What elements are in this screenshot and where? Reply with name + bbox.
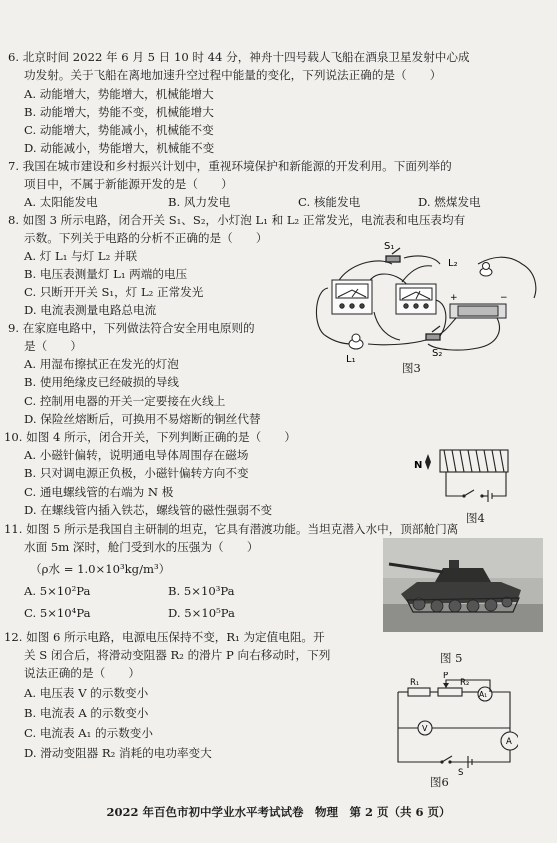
q6-option-c: C. 动能增大，势能减小，机械能不变 <box>24 123 214 137</box>
q10-option-a: A. 小磁针偏转，说明通电导体周围存在磁场 <box>24 448 249 462</box>
q10-number: 10. <box>4 430 23 444</box>
fig6-label-r2: R₂ <box>460 678 470 688</box>
fig6-label-a1: A₁ <box>479 690 488 699</box>
q9-number: 9. <box>8 321 20 335</box>
q6-number: 6. <box>8 50 20 64</box>
q8-stem-text-1: 如图 3 所示电路，闭合开关 S₁、S₂，小灯泡 L₁ 和 L₂ 正常发光，电流表和电压表均有 <box>22 213 466 227</box>
q12-number: 12. <box>4 630 23 644</box>
figure-4-solenoid <box>410 440 514 512</box>
q10-option-c: C. 通电螺线管的右端为 N 极 <box>24 485 174 499</box>
q11-number: 11. <box>4 522 23 536</box>
q8-option-a: A. 灯 L₁ 与灯 L₂ 并联 <box>24 249 138 263</box>
fig6-label-r1: R₁ <box>410 678 420 688</box>
q10-option-d: D. 在螺线管内插入铁芯，螺线管的磁性强弱不变 <box>24 503 273 517</box>
q11-stem-line2: 水面 5m 深时，舱门受到水的压强为（ ） <box>24 540 259 554</box>
q10-stem-text-1: 如图 4 所示，闭合开关，下列判断正确的是（ ） <box>26 430 296 444</box>
q6-option-d: D. 动能减小，势能增大，机械能不变 <box>24 141 215 155</box>
fig3-label-s2: S₂ <box>432 348 443 359</box>
q11-option-b: B. 5×10³Pa <box>168 584 235 598</box>
q6-stem-text-1: 北京时间 2022 年 6 月 5 日 10 时 44 分，神舟十四号载人飞船在酒泉卫星发射中心成 <box>22 50 470 64</box>
q6-stem-line2: 功发射。关于飞船在离地加速升空过程中能量的变化，下列说法正确的是（ ） <box>24 68 442 82</box>
q10-option-b: B. 只对调电源正负极，小磁针偏转方向不变 <box>24 466 249 480</box>
q12-option-a: A. 电压表 V 的示数变小 <box>24 686 149 700</box>
q8-number: 8. <box>8 213 20 227</box>
q12-stem-line3: 说法正确的是（ ） <box>24 666 140 680</box>
q11-stem-text-1: 如图 5 所示是我国自主研制的坦克，它具有潜渡功能。当坦克潜入水中，顶部舱门离 <box>26 522 459 536</box>
q9-stem-line1 <box>8 321 255 335</box>
q11-option-a: A. 5×10²Pa <box>24 584 91 598</box>
q8-option-d: D. 电流表测量电路总电流 <box>24 303 157 317</box>
fig3-label-minus: − <box>500 293 508 303</box>
q12-stem-text-1: 如图 6 所示电路，电源电压保持不变，R₁ 为定值电阻。开 <box>26 630 325 644</box>
q11-stem-line1 <box>4 522 458 536</box>
fig4-label-n: N <box>414 460 423 471</box>
figure-6-circuit <box>388 672 518 776</box>
fig6-label-s: S <box>458 768 464 776</box>
q6-stem-line1 <box>8 50 470 64</box>
q12-option-c: C. 电流表 A₁ 的示数变小 <box>24 726 153 740</box>
q11-option-d: D. 5×10⁵Pa <box>168 606 235 620</box>
fig4-caption: 图4 <box>466 511 485 525</box>
q7-stem-text-1: 我国在城市建设和乡村振兴计划中，重视环境保护和新能源的开发利用。下面列举的 <box>22 159 452 173</box>
q7-option-a: A. 太阳能发电 <box>24 195 98 209</box>
fig3-label-l1: L₁ <box>346 354 356 365</box>
q9-stem-line2: 是（ ） <box>24 339 82 353</box>
fig3-caption: 图3 <box>402 361 421 375</box>
q7-stem-line2: 项目中，不属于新能源开发的是（ ） <box>24 177 233 191</box>
q12-option-d: D. 滑动变阻器 R₂ 消耗的电功率变大 <box>24 746 212 760</box>
q9-stem-text-1: 在家庭电路中，下列做法符合安全用电原则的 <box>22 321 255 335</box>
q8-option-b: B. 电压表测量灯 L₁ 两端的电压 <box>24 267 188 281</box>
q9-option-c: C. 控制用电器的开关一定要接在火线上 <box>24 394 226 408</box>
fig3-label-plus: + <box>450 293 458 303</box>
q7-stem-line1 <box>8 159 452 173</box>
q12-stem-line1 <box>4 630 325 644</box>
q7-number: 7. <box>8 159 20 173</box>
q6-option-a: A. 动能增大，势能增大，机械能增大 <box>24 87 214 101</box>
figure-5-tank-photo <box>383 538 543 632</box>
q7-option-c: C. 核能发电 <box>298 195 361 209</box>
q6-option-b: B. 动能增大，势能不变，机械能增大 <box>24 105 214 119</box>
fig6-caption: 图6 <box>430 775 449 789</box>
fig6-label-a: A <box>506 737 512 747</box>
fig6-label-p: P <box>443 672 449 681</box>
q9-option-a: A. 用湿布擦拭正在发光的灯泡 <box>24 357 179 371</box>
q8-stem-line1 <box>8 213 465 227</box>
q12-option-b: B. 电流表 A 的示数变小 <box>24 706 149 720</box>
q7-option-d: D. 燃煤发电 <box>418 195 481 209</box>
q8-option-c: C. 只断开开关 S₁，灯 L₂ 正常发光 <box>24 285 204 299</box>
q11-option-c: C. 5×10⁴Pa <box>24 606 91 620</box>
q8-stem-line2: 示数。下列关于电路的分析不正确的是（ ） <box>24 231 268 245</box>
q9-option-d: D. 保险丝熔断后，可换用不易熔断的铜丝代替 <box>24 412 261 426</box>
figure-3-circuit <box>308 240 548 378</box>
fig3-label-l2: L₂ <box>448 258 458 269</box>
q10-stem-line1 <box>4 430 296 444</box>
q7-option-b: B. 风力发电 <box>168 195 231 209</box>
fig6-label-v: V <box>422 724 428 733</box>
q12-stem-line2: 关 S 闭合后，将滑动变阻器 R₂ 的滑片 P 向右移动时，下列 <box>24 648 331 662</box>
fig3-label-s1: S₁ <box>384 241 395 252</box>
page-footer: 2022 年百色市初中学业水平考试试卷 物理 第 2 页（共 6 页） <box>106 805 451 819</box>
q9-option-b: B. 使用绝缘皮已经破损的导线 <box>24 375 180 389</box>
fig5-caption: 图 5 <box>440 651 463 665</box>
compass-needle-icon <box>425 454 431 470</box>
q11-stem-line3: （ρ水 = 1.0×10³kg/m³） <box>30 562 171 576</box>
